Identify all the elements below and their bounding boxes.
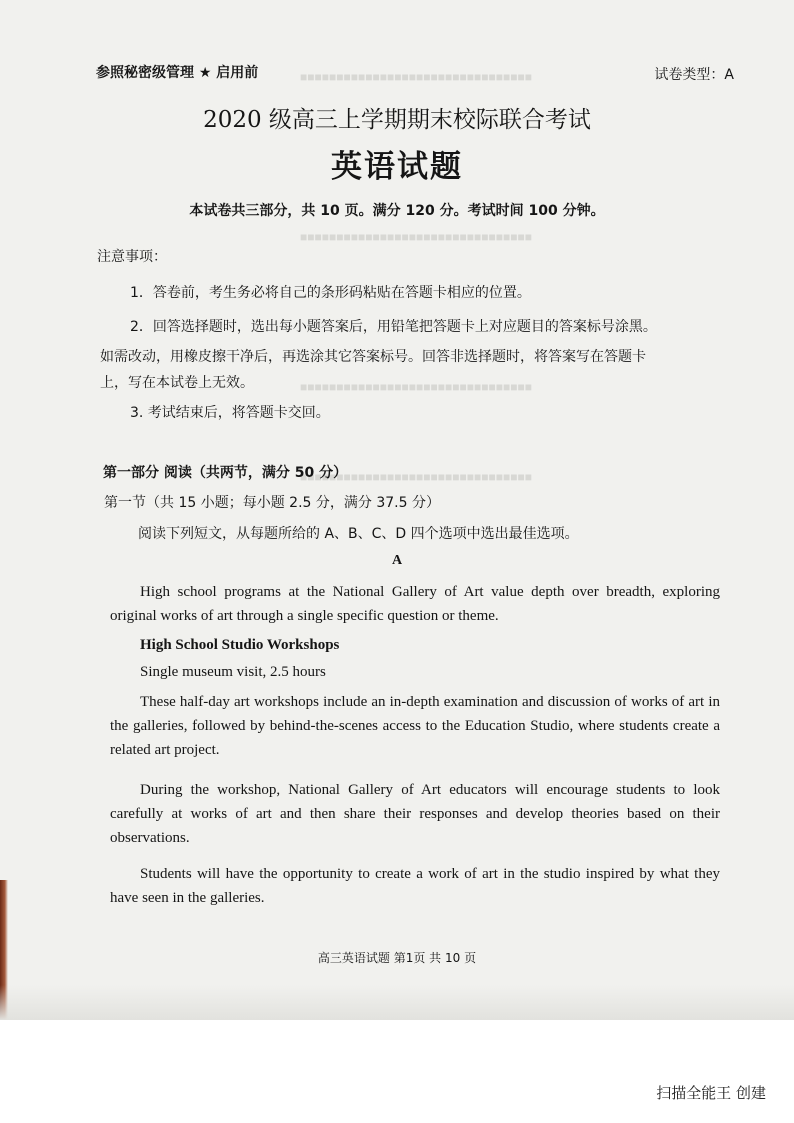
- passage-paragraph-1: [110, 580, 720, 628]
- reading-instruction: 阅读下列短文，从每题所给的 A、B、C、D 四个选项中选出最佳选项。: [138, 526, 579, 542]
- passage-label: A: [391, 553, 403, 568]
- passage-paragraph-4-text: Students will have the opportunity to create a work of art in the studio inspired by what they have seen in the galleries.: [110, 866, 720, 906]
- note-item-2-cont: 如需改动，用橡皮擦干净后，再选涂其它答案标号。回答非选择题时，将答案写在答题卡: [100, 349, 646, 365]
- exam-title: 2020 级高三上学期期末校际联合考试: [203, 107, 591, 133]
- note-item-2-end: 上，写在本试卷上无效。: [100, 375, 254, 391]
- scanner-watermark: 扫描全能王 创建: [656, 1084, 766, 1102]
- subject-title: 英语试题: [331, 149, 463, 185]
- bleed-through-text: ■■■■■■■■■■■■■■■■■■■■■■■■■■■■■■■■: [300, 380, 532, 394]
- passage-paragraph-3: [110, 778, 720, 850]
- page-bottom-shadow: [0, 985, 794, 1020]
- bleed-through-text: ■■■■■■■■■■■■■■■■■■■■■■■■■■■■■■■■: [300, 470, 532, 484]
- visit-duration: Single museum visit, 2.5 hours: [140, 664, 326, 680]
- bleed-through-text: ■■■■■■■■■■■■■■■■■■■■■■■■■■■■■■■■: [300, 230, 532, 244]
- note-item-3: 3. 考试结束后，将答题卡交回。: [130, 405, 330, 421]
- notes-heading: 注意事项：: [97, 249, 167, 265]
- passage-paragraph-2: [110, 690, 720, 762]
- part-one-heading: 第一部分 阅读（共两节，满分 50 分）: [103, 465, 348, 481]
- passage-paragraph-2-text: These half-day art workshops include an in-depth examination and discussion of works of art in the galleries, followed by behind-the-scenes access to the Education Studio, where students create a related art project.: [110, 694, 720, 758]
- note-item-1: 1．答卷前，考生务必将自己的条形码粘贴在答题卡相应的位置。: [130, 285, 531, 301]
- passage-paragraph-4: [110, 862, 720, 910]
- bleed-through-text: ■■■■■■■■■■■■■■■■■■■■■■■■■■■■■■■■: [300, 70, 532, 84]
- exam-info: 本试卷共三部分，共 10 页。满分 120 分。考试时间 100 分钟。: [189, 203, 605, 219]
- workshop-heading: High School Studio Workshops: [140, 637, 340, 653]
- page-footer: 高三英语试题 第1页 共 10 页: [317, 951, 477, 965]
- section-one-heading: 第一节（共 15 小题；每小题 2.5 分，满分 37.5 分）: [104, 495, 440, 511]
- passage-paragraph-1-text: High school programs at the National Gallery of Art value depth over breadth, exploring original works of art through a single specific question or theme.: [110, 584, 720, 624]
- passage-paragraph-3-text: During the workshop, National Gallery of Art educators will encourage students to look carefully at works of art and then share their responses and develop theories based on their observations.: [110, 782, 720, 846]
- paper-type-label: 试卷类型：A: [654, 67, 734, 83]
- confidentiality-label: 参照秘密级管理 ★ 启用前: [96, 65, 259, 81]
- note-item-2: 2．回答选择题时，选出每小题答案后，用铅笔把答题卡上对应题目的答案标号涂黑。: [130, 319, 657, 335]
